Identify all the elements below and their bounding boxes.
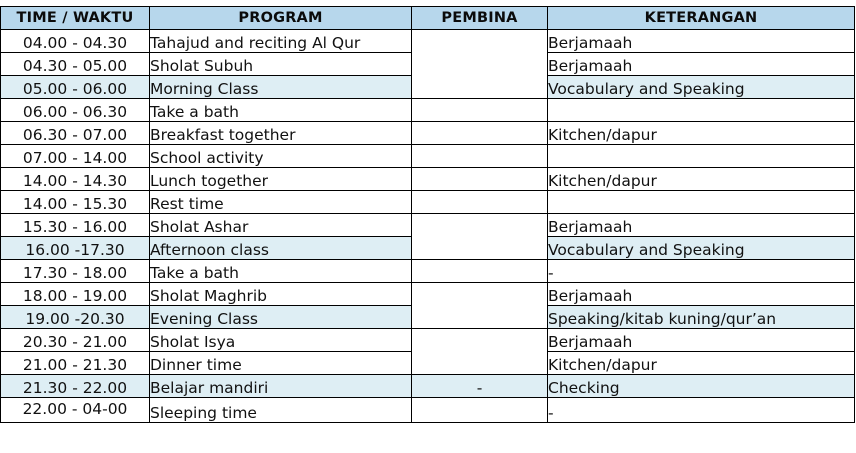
- table-row: [1, 168, 855, 191]
- time-cell: 21.30 - 22.00: [1, 375, 150, 398]
- table-row: [1, 398, 855, 423]
- header-pembina: PEMBINA: [412, 7, 548, 30]
- table-row: [1, 145, 855, 168]
- program-cell: Dinner time: [150, 352, 412, 375]
- keterangan-cell: Berjamaah: [548, 214, 855, 237]
- time-cell: 14.00 - 15.30: [1, 191, 150, 214]
- time-cell: 15.30 - 16.00: [1, 214, 150, 237]
- program-cell: Rest time: [150, 191, 412, 214]
- program-cell: Tahajud and reciting Al Qur: [150, 30, 412, 53]
- header-program: PROGRAM: [150, 7, 412, 30]
- time-cell: 04.00 - 04.30: [1, 30, 150, 53]
- program-cell: Breakfast together: [150, 122, 412, 145]
- pembina-cell: [412, 283, 548, 329]
- schedule-table: [0, 6, 855, 423]
- time-cell: 21.00 - 21.30: [1, 352, 150, 375]
- keterangan-cell: Berjamaah: [548, 30, 855, 53]
- table-row: [1, 283, 855, 306]
- time-cell: 18.00 - 19.00: [1, 283, 150, 306]
- table-row: [1, 122, 855, 145]
- table-row: [1, 375, 855, 398]
- program-cell: Take a bath: [150, 260, 412, 283]
- time-cell: 05.00 - 06.00: [1, 76, 150, 99]
- keterangan-cell: Berjamaah: [548, 53, 855, 76]
- program-cell: Sholat Subuh: [150, 53, 412, 76]
- header-row: [1, 7, 855, 30]
- program-cell: Evening Class: [150, 306, 412, 329]
- program-cell: Belajar mandiri: [150, 375, 412, 398]
- keterangan-cell: [548, 99, 855, 122]
- pembina-cell: [412, 122, 548, 145]
- keterangan-cell: Vocabulary and Speaking: [548, 76, 855, 99]
- program-cell: Sholat Ashar: [150, 214, 412, 237]
- time-cell: 14.00 - 14.30: [1, 168, 150, 191]
- pembina-cell: [412, 260, 548, 283]
- keterangan-cell: Berjamaah: [548, 283, 855, 306]
- program-cell: Morning Class: [150, 76, 412, 99]
- program-cell: Take a bath: [150, 99, 412, 122]
- pembina-cell: [412, 168, 548, 191]
- time-cell: 06.30 - 07.00: [1, 122, 150, 145]
- keterangan-cell: -: [548, 398, 855, 423]
- time-cell: 20.30 - 21.00: [1, 329, 150, 352]
- keterangan-cell: -: [548, 260, 855, 283]
- pembina-cell: [412, 145, 548, 168]
- keterangan-cell: [548, 145, 855, 168]
- header-time: TIME / WAKTU: [1, 7, 150, 30]
- keterangan-cell: Kitchen/dapur: [548, 352, 855, 375]
- program-cell: Sholat Maghrib: [150, 283, 412, 306]
- time-cell: 22.00 - 04-00: [1, 398, 150, 423]
- time-cell: 16.00 -17.30: [1, 237, 150, 260]
- program-cell: Sholat Isya: [150, 329, 412, 352]
- program-cell: Afternoon class: [150, 237, 412, 260]
- time-cell: 17.30 - 18.00: [1, 260, 150, 283]
- time-cell: 06.00 - 06.30: [1, 99, 150, 122]
- keterangan-cell: [548, 191, 855, 214]
- header-keterangan: KETERANGAN: [548, 7, 855, 30]
- keterangan-cell: Kitchen/dapur: [548, 168, 855, 191]
- table-row: [1, 191, 855, 214]
- time-cell: 04.30 - 05.00: [1, 53, 150, 76]
- table-row: [1, 30, 855, 53]
- table-row: [1, 260, 855, 283]
- time-cell: 19.00 -20.30: [1, 306, 150, 329]
- time-cell: 07.00 - 14.00: [1, 145, 150, 168]
- pembina-cell: [412, 30, 548, 99]
- pembina-cell: [412, 398, 548, 423]
- pembina-cell: -: [412, 375, 548, 398]
- pembina-cell: [412, 191, 548, 214]
- keterangan-cell: Vocabulary and Speaking: [548, 237, 855, 260]
- pembina-cell: [412, 99, 548, 122]
- table-row: [1, 99, 855, 122]
- program-cell: School activity: [150, 145, 412, 168]
- program-cell: Lunch together: [150, 168, 412, 191]
- table-row: [1, 329, 855, 352]
- keterangan-cell: Speaking/kitab kuning/qur’an: [548, 306, 855, 329]
- keterangan-cell: Kitchen/dapur: [548, 122, 855, 145]
- table-row: [1, 214, 855, 237]
- keterangan-cell: Berjamaah: [548, 329, 855, 352]
- pembina-cell: [412, 214, 548, 260]
- keterangan-cell: Checking: [548, 375, 855, 398]
- pembina-cell: [412, 329, 548, 375]
- program-cell: Sleeping time: [150, 398, 412, 423]
